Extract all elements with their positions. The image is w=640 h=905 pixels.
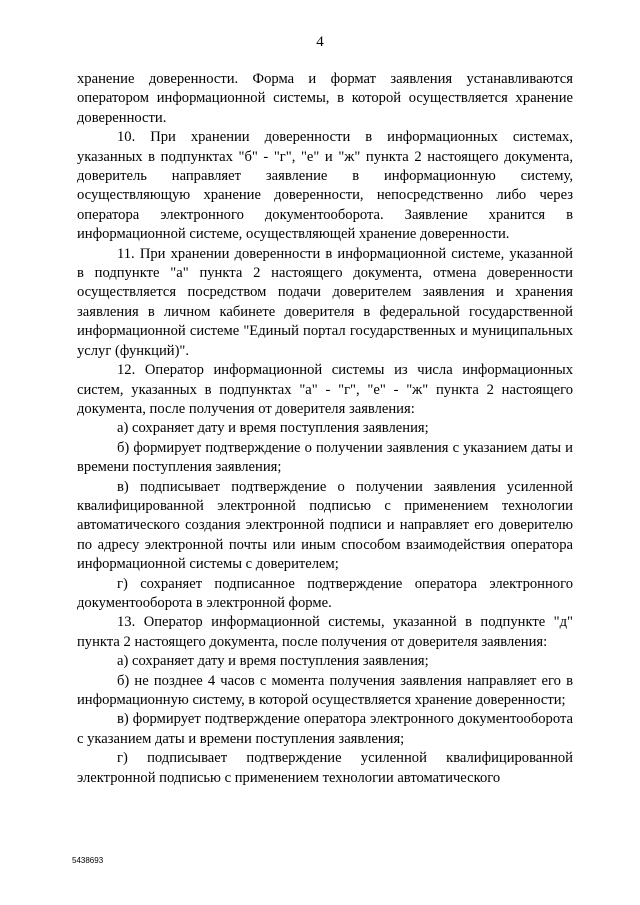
paragraph-item-12-v: в) подписывает подтверждение о получении заявления усиленной квалифицированной электронной подписью с применением технологии автоматического создания электронной подписи и направляет его доверителю по адресу электронной почты или иным способом взаимодействия оператора информационной системы с доверителем; [77, 478, 573, 573]
paragraph-item-11: 11. При хранении доверенности в информационной системе, указанной в подпункте "а" пункта 2 настоящего документа, отмена доверенности осуществляется посредством подачи доверителем заявления и хранения заявления в личном кабинете доверителя в федеральной государственной информационной системе "Единый портал государственных и муниципальных услуг (функций)". [77, 245, 573, 359]
paragraph-item-13-a: а) сохраняет дату и время поступления заявления; [117, 653, 429, 670]
paragraph-item-12-g: г) сохраняет подписанное подтверждение оператора электронного документооборота в электронной форме. [77, 575, 573, 611]
paragraph-item-12-b: б) формирует подтверждение о получении заявления с указанием даты и времени поступления заявления; [77, 439, 573, 476]
document-body [77, 70, 573, 788]
paragraph-item-10: 10. При хранении доверенности в информационных системах, указанных в подпунктах "б" - "г", "е" и "ж" пункта 2 настоящего документа, доверитель направляет заявление в информационную систему, осуществляющую хранение доверенности, непосредственно либо через оператора электронного документооборота. Заявление хранится в информационной системе, осуществляющей хранение доверенности. [77, 129, 573, 243]
paragraph-item-13-g: г) подписывает подтверждение усиленной квалифицированной электронной подписью с применением технологии автоматического [77, 750, 573, 786]
footer-document-code: 5438693 [72, 856, 104, 865]
paragraph-item-13-b: б) не позднее 4 часов с момента получения заявления направляет его в информационную систему, в которой осуществляется хранение доверенности; [77, 672, 573, 708]
paragraph-item-12: 12. Оператор информационной системы из числа информационных систем, указанных в подпунктах "а" - "г", "е" - "ж" пункта 2 настоящего документа, после получения от доверителя заявления: [77, 362, 573, 417]
page-number: 4 [316, 34, 324, 50]
paragraph-item-13-v: в) формирует подтверждение оператора электронного документооборота с указанием даты и времени поступления заявления; [77, 711, 573, 747]
paragraph-continuation: хранение доверенности. Форма и формат заявления устанавливаются оператором информационной системы, в которой осуществляется хранение доверенности. [77, 71, 573, 126]
paragraph-item-13: 13. Оператор информационной системы, указанной в подпункте "д" пункта 2 настоящего документа, после получения от доверителя заявления: [77, 614, 573, 650]
paragraph-item-12-a: а) сохраняет дату и время поступления заявления; [117, 420, 429, 437]
